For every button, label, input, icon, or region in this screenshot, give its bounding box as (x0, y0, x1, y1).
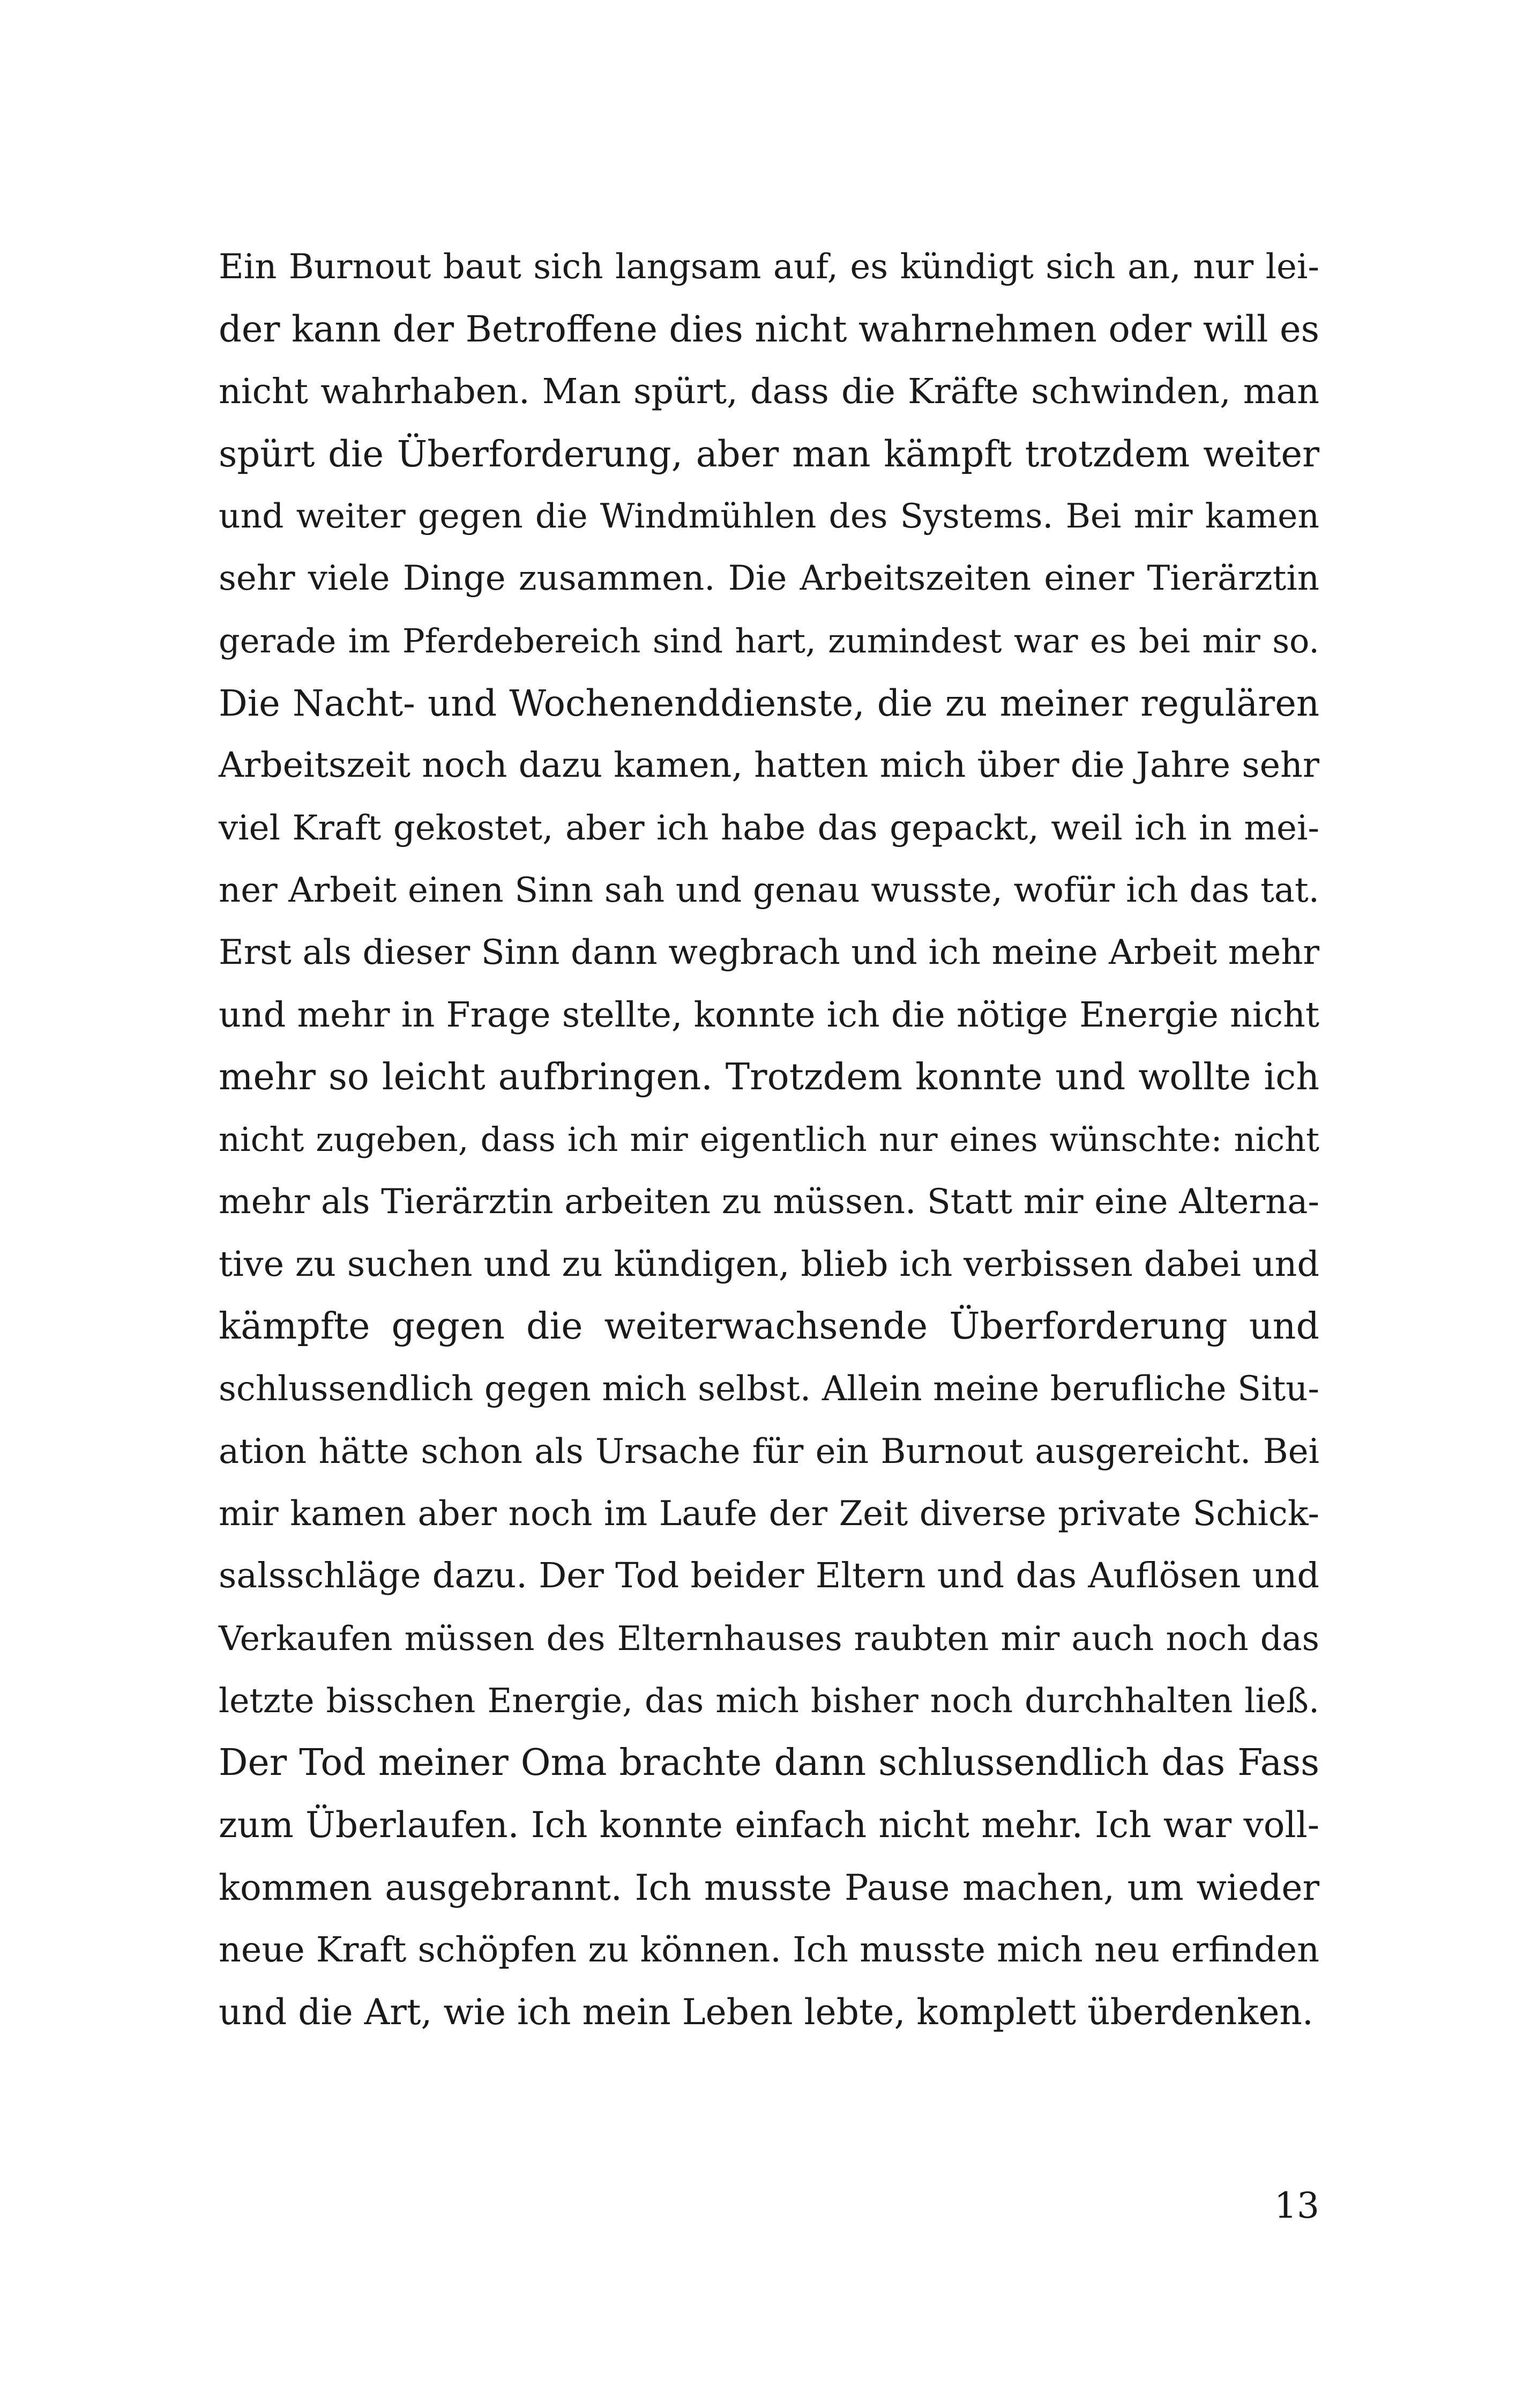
text-line-19: schlussendlich gegen mich selbst. Allein meine berufliche Situ- (219, 1369, 1319, 1409)
text-line-26: zum Überlaufen. Ich konnte einfach nicht mehr. Ich war voll- (219, 1804, 1319, 1846)
text-line-11: ner Arbeit einen Sinn sah und genau wusste, wofür ich das tat. (219, 870, 1319, 910)
text-line-8: Die Nacht- und Wochenenddienste, die zu meiner regulären (219, 682, 1319, 725)
text-line-25: Der Tod meiner Oma brachte dann schlussendlich das Fass (219, 1742, 1319, 1785)
page-number: 13 (1274, 2185, 1319, 2226)
text-line-10: viel Kraft gekostet, aber ich habe das gepackt, weil ich in mei- (219, 808, 1319, 848)
text-line-27: kommen ausgebrannt. Ich musste Pause machen, um wieder (219, 1867, 1319, 1908)
text-line-22: salsschläge dazu. Der Tod beider Eltern und das Auflösen und (219, 1556, 1319, 1596)
text-line-28: neue Kraft schöpfen zu können. Ich musste mich neu erfinden (219, 1930, 1319, 1971)
text-line-9: Arbeitszeit noch dazu kamen, hatten mich über die Jahre sehr (219, 745, 1319, 786)
text-line-13: und mehr in Frage stellte, konnte ich die nötige Energie nicht (219, 994, 1319, 1035)
text-line-17: tive zu suchen und zu kündigen, blieb ich verbissen dabei und (219, 1244, 1319, 1284)
text-line-20: ation hätte schon als Ursache für ein Burnout ausgereicht. Bei (219, 1431, 1319, 1471)
text-line-16: mehr als Tierärztin arbeiten zu müssen. Statt mir eine Alterna- (219, 1182, 1319, 1222)
text-line-12: Erst als dieser Sinn dann wegbrach und ich meine Arbeit mehr (219, 933, 1319, 973)
text-line-18: kämpfte gegen die weiterwachsende Überforderung und (219, 1305, 1319, 1348)
text-line-14: mehr so leicht aufbringen. Trotzdem konnte und wollte ich (219, 1056, 1319, 1098)
text-line-2: der kann der Betroffene dies nicht wahrnehmen oder will es (219, 308, 1319, 351)
text-line-1: Ein Burnout baut sich langsam auf, es kündigt sich an, nur lei- (219, 247, 1319, 287)
text-line-6: sehr viele Dinge zusammen. Die Arbeitszeiten einer Tierärztin (219, 559, 1319, 599)
text-line-21: mir kamen aber noch im Laufe der Zeit diverse private Schick- (219, 1493, 1319, 1534)
text-line-3: nicht wahrhaben. Man spürt, dass die Kräfte schwinden, man (219, 371, 1319, 412)
body-paragraph (219, 236, 1319, 2044)
text-line-23: Verkaufen müssen des Elternhauses raubten mir auch noch das (219, 1618, 1319, 1658)
text-line-4: spürt die Überforderung, aber man kämpft trotzdem weiter (219, 433, 1319, 475)
text-line-29: und die Art, wie ich mein Leben lebte, komplett überdenken. (219, 1991, 1313, 2033)
text-line-7: gerade im Pferdebereich sind hart, zumindest war es bei mir so. (219, 621, 1319, 660)
text-line-15: nicht zugeben, dass ich mir eigentlich nur eines wünschte: nicht (219, 1120, 1319, 1160)
text-line-24: letzte bisschen Energie, das mich bisher noch durchhalten ließ. (219, 1681, 1319, 1720)
text-line-5: und weiter gegen die Windmühlen des Systems. Bei mir kamen (219, 496, 1319, 536)
